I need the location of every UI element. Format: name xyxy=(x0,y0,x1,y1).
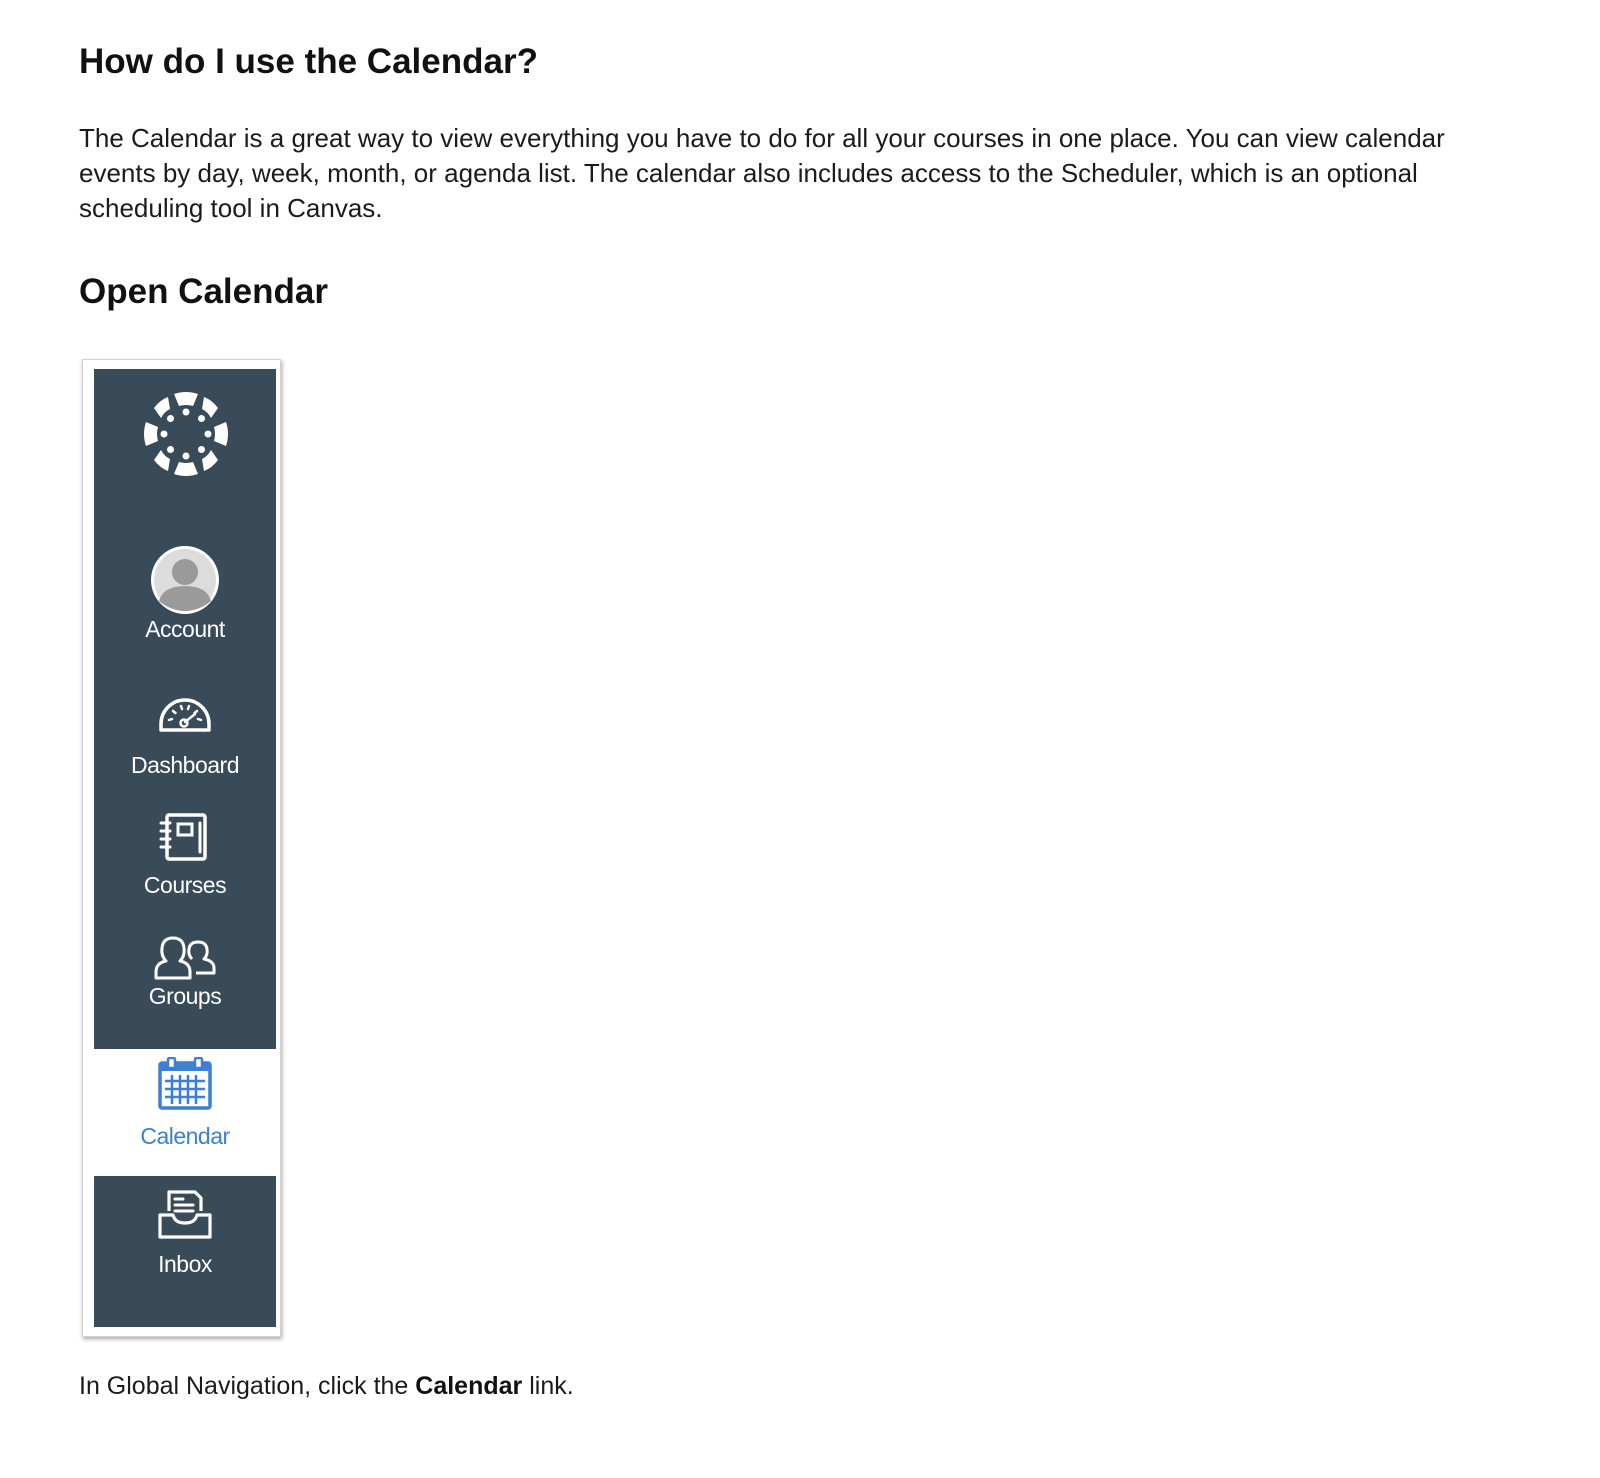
groups-people-icon xyxy=(152,935,218,981)
nav-item-groups[interactable] xyxy=(94,935,276,1010)
instruction-calendar-link-name: Calendar xyxy=(415,1372,523,1400)
canvas-logo-icon[interactable] xyxy=(144,392,228,476)
nav-item-courses[interactable] xyxy=(94,812,276,899)
page-title: How do I use the Calendar? xyxy=(79,42,538,81)
nav-label-account: Account xyxy=(145,616,225,642)
nav-item-calendar[interactable] xyxy=(94,1057,276,1150)
global-navigation-screenshot xyxy=(82,359,281,1337)
account-avatar-icon xyxy=(149,544,221,616)
nav-label-groups: Groups xyxy=(148,983,222,1009)
global-navigation xyxy=(94,369,276,1327)
instruction-text-before: In Global Navigation, click the xyxy=(79,1372,416,1400)
calendar-icon xyxy=(157,1057,213,1111)
courses-notebook-icon xyxy=(159,812,211,862)
nav-label-inbox: Inbox xyxy=(158,1251,212,1277)
dashboard-gauge-icon xyxy=(157,694,213,734)
instruction-text-after: link. xyxy=(522,1372,574,1400)
section-heading: Open Calendar xyxy=(79,272,328,311)
inbox-icon xyxy=(157,1189,213,1241)
instruction-text xyxy=(79,1370,574,1402)
intro-paragraph: The Calendar is a great way to view everything you have to do for all your courses in one place. You can view calendar events by day, week, month, or agenda list. The calendar also includes access to the Scheduler, which is an optional scheduling tool in Canvas. xyxy=(79,123,1445,223)
nav-label-courses: Courses xyxy=(143,872,227,898)
nav-label-dashboard: Dashboard xyxy=(130,752,240,778)
nav-item-inbox[interactable] xyxy=(94,1189,276,1278)
nav-item-dashboard[interactable] xyxy=(94,694,276,779)
nav-item-account[interactable] xyxy=(94,544,276,643)
nav-label-calendar: Calendar xyxy=(140,1123,230,1149)
